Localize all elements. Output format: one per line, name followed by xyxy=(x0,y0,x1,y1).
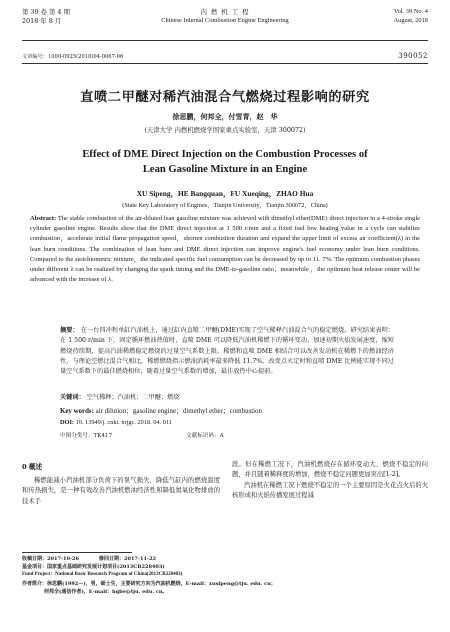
keywords-cn-label: 关键词 xyxy=(60,394,79,401)
date-en: August, 2018 xyxy=(393,16,428,24)
keywords-en: Key words: air dilution；gasoline engine；dimethyl ether；combustion xyxy=(60,408,262,415)
authors-en: XU Sipeng，HE Bangquan，FU Xueqing，ZHAO Hua xyxy=(136,189,314,198)
abstract-cn-text: 在一台四冲程单缸汽油机上，通过缸内直喷二甲醚(DME)实现了空气稀释汽油混合气的稳定燃烧。研究结果表明：在 1 500 r/min 下，固定循环燃油热值时，直喷 DME 可以降低汽油机稀燃下的循环变动，加速初期火焰发展速度，缩短燃烧持续期，提高汽油稀燃稳定燃烧的过量空气系数上限。稀燃和直喷 DME 相结合可以改善发动机在稀燃下的燃油经济性，与理论空燃比混合气相比，稀燃燃烧指示燃油消耗率最多降低 11.7%。改变点火定时和直喷 DME 比例能实现不同过量空气系数下的最佳燃烧相位，随着过量空气系数的增加，最佳放热中心提前。 xyxy=(60,327,395,376)
fund-en: Fund Project：National Basic Research Program of China(2013CB228403) xyxy=(22,572,183,578)
section-heading: 0 概述 xyxy=(22,463,43,471)
header-right xyxy=(394,8,428,25)
received-date: 收稿日期：2017-10-26 修回日期：2017-11-22 xyxy=(22,556,156,562)
title-en-line1: Effect of DME Direct Injection on the Combustion Processes of xyxy=(82,149,368,160)
authors-cn: 徐思鹏，何邦全，付雪青，赵 华 xyxy=(172,112,278,121)
volume-issue: 第 39 卷 第 4 期 xyxy=(22,8,70,16)
article-number: 文章编号：1000-0925(2018)04-0067-06 xyxy=(22,54,124,60)
doi-value: 10. 13949/j. cnki. nrjgc. 2018. 04. 011 xyxy=(75,419,172,426)
article-code: 390052 xyxy=(398,52,428,60)
classification-number: 中图分类号：TK417 xyxy=(60,433,113,439)
doi: DOI: 10. 13949/j. cnki. nrjgc. 2018. 04. 011 xyxy=(60,419,172,426)
body-paragraph: 段。但在稀燃工况下，汽油机燃烧存在循环变动大、燃烧不稳定的问题，并且随着稀释度的增加，燃烧不稳定问题更加突出[1-2]。 xyxy=(232,461,428,479)
body-column-left xyxy=(22,476,220,507)
keywords-en-label: Key words xyxy=(60,408,92,415)
volume-en: Vol. 39 No. 4 xyxy=(393,8,428,15)
article-meta xyxy=(22,53,428,60)
header-center xyxy=(22,8,428,25)
abstract-cn-label: 摘要 xyxy=(60,327,73,334)
meta-rule xyxy=(22,63,428,64)
header-rule xyxy=(22,40,428,41)
footnote-rule xyxy=(22,552,132,553)
title-cn: 直喷二甲醚对稀汽油混合气燃烧过程影响的研究 xyxy=(80,90,370,105)
abstract-en-text: The stable combustion of the air-diluted lean gasoline mixture was achieved with dimethyl ether(DME) direct injection in a 4-stroke single cylinder gasoline engine. Results show that the DME direct injection at 1 500 r/min and a fixed fuel low heating value in a cycle can stabilize combustion，accelerate initial flame propagation speed，shorten combustion duration and expand the upper limit of excess air coefficient(λ) in the lean burn conditions. The combination of lean burn and DME direct injection can improve engine's fuel economy under lean burn conditions. Compared to the stoichiometric mixture，the indicated specific fuel consumption can be decreased by up to 11. 7%. The optimum combustion phases under different λ can be realized by changing the spark timing and the DME-to-gasoline ratio；meanwhile ，the optimum heat release center will be advanced with the increase of λ. xyxy=(30,215,420,284)
affiliation-en: (State Key Laboratory of Engines，Tianjin University，Tianjin 300072，China) xyxy=(122,202,328,209)
journal-name-cn: 内 燃 机 工 程 xyxy=(200,8,250,16)
author-info: 作者简介：徐思鹏(1992—)，男，硕士生，主要研究方向为汽油机燃烧，E-mail：xusipeng@tju. edu. cn； xyxy=(22,580,276,587)
abstract-cn: 摘要： 在一台四冲程单缸汽油机上，通过缸内直喷二甲醚(DME)实现了空气稀释汽油混合气的稳定燃烧。研究结果表明：在 1 500 r/min 下，固定循环燃油热值时，直喷 DME 可以降低汽油机稀燃下的循环变动，加速初期火焰发展速度，缩短燃烧持续期，提高汽油稀燃稳定燃烧的过量空气系数上限。稀燃和直喷 DME 相结合可以改善发动机在稀燃下的燃油经济性，与理论空燃比混合气相比，稀燃燃烧指示燃油消耗率最多降低 11.7%。改变点火定时和直喷 DME 比例能实现不同过量空气系数下的最佳燃烧相位，随着过量空气系数的增加，最佳放热中心提前。 xyxy=(60,327,395,376)
doi-label: DOI xyxy=(60,419,72,426)
fund-cn: 基金项目：国家重点基础研究发展计划项目(2013CB228403) xyxy=(22,564,165,571)
date-cn: 2018 年 8 月 xyxy=(22,16,62,25)
author-info-corresponding: 何邦全(通信作者)，E-mail：hqbe@tju. edu. cn。 xyxy=(44,588,168,595)
document-code: 文献标识码：A xyxy=(186,433,224,439)
keywords-en-text: air dilution；gasoline engine；dimethyl ether；combustion xyxy=(95,408,262,415)
title-en-line2: Lean Gasoline Mixture in an Engine xyxy=(142,163,308,175)
abstract-en: Abstract: The stable combustion of the air-diluted lean gasoline mixture was achieved with dimethyl ether(DME) direct injection in a 4-stroke single cylinder gasoline engine. Results show that the DME direct injection at 1 500 r/min and a fixed fuel low heating value in a cycle can stabilize combustion，accelerate initial flame propagation speed，shorten combustion duration and expand the upper limit of excess air coefficient(λ) in the lean burn conditions. The combination of lean burn and DME direct injection can improve engine's fuel economy under lean burn conditions. Compared to the stoichiometric mixture，the indicated specific fuel consumption can be decreased by up to 11. 7%. The optimum combustion phases under different λ can be realized by changing the spark timing and the DME-to-gasoline ratio；meanwhile ，the optimum heat release center will be advanced with the increase of λ. xyxy=(30,215,420,284)
body-column-right xyxy=(232,460,428,502)
footnote xyxy=(22,555,428,596)
affiliation-cn: (天津大学 内燃机燃烧学国家重点实验室，天津 300072) xyxy=(144,126,306,134)
running-header xyxy=(22,8,428,38)
keywords-cn: 关键词： 空气稀释；汽油机；二甲醚；燃烧 xyxy=(60,394,180,401)
body-paragraph: 稀燃能减小汽油机部分负荷下的泵气损失，降低气缸内的燃烧温度和传热损失，是一种有效改善汽油机燃油经济性和降低氮氧化物排放的技术手 xyxy=(22,477,220,505)
keywords-cn-text: 空气稀释；汽油机；二甲醚；燃烧 xyxy=(86,394,180,401)
title-en xyxy=(30,148,420,177)
journal-name-en: Chinese Internal Combustion Engine Engineering xyxy=(161,16,289,24)
abstract-en-label: Abstract xyxy=(30,215,54,222)
body-paragraph: 汽油机在稀燃工况下燃烧不稳定的一个主要原因是火花点火后的火核形成和火焰传播发展过程减 xyxy=(232,481,428,500)
